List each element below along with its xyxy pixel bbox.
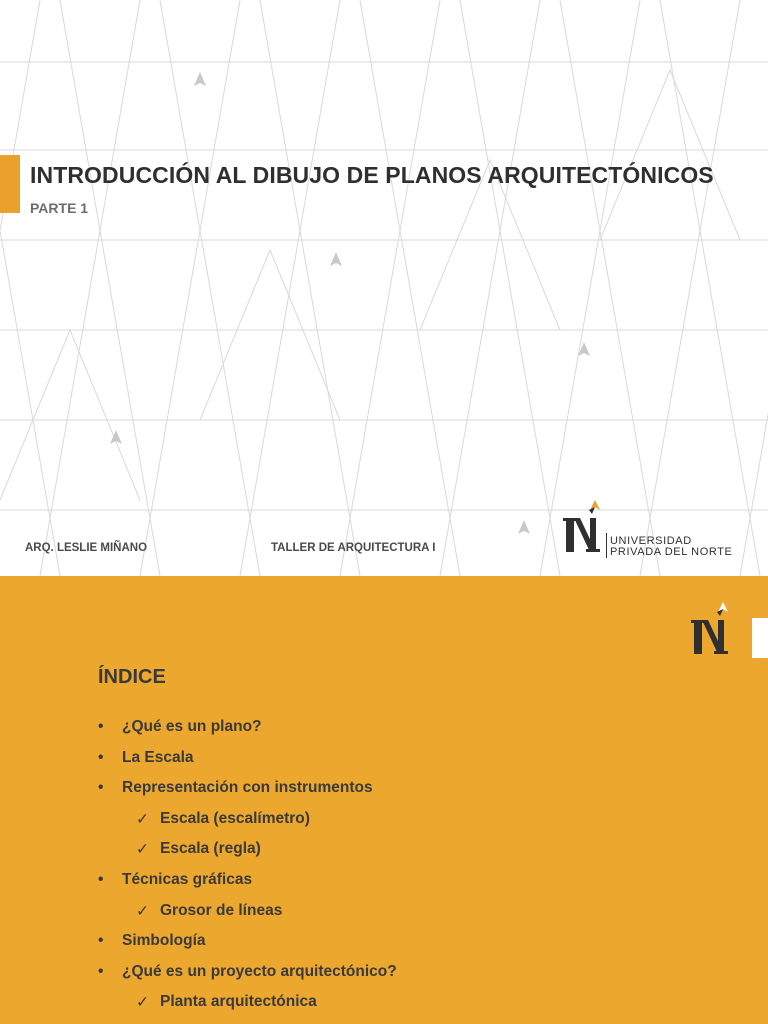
index-subitem-label: Escala (escalímetro) (160, 809, 310, 827)
university-n-logo-icon (690, 600, 732, 660)
index-heading: ÍNDICE (98, 666, 166, 688)
bullet-icon: • (98, 718, 104, 735)
index-item-label: Técnicas gráficas (122, 870, 253, 888)
presentation-subtitle: PARTE 1 (30, 200, 89, 216)
author-name: ARQ. LESLIE MIÑANO (25, 542, 148, 554)
index-subitem-label: Planta arquitectónica (160, 993, 317, 1011)
index-item-label: La Escala (122, 748, 194, 766)
university-logo-icon (562, 498, 604, 558)
checkmark-icon: ✓ (136, 810, 149, 828)
presentation-title: INTRODUCCIÓN AL DIBUJO DE PLANOS ARQUITECTÓNICOS (30, 162, 714, 188)
course-name: TALLER DE ARQUITECTURA I (271, 542, 436, 554)
checkmark-icon: ✓ (136, 902, 149, 920)
bullet-icon: • (98, 932, 104, 950)
index-subitem-label: Escala (regla) (160, 840, 261, 858)
title-accent-bar (0, 155, 20, 213)
index-item-label: Simbología (122, 932, 206, 950)
checkmark-icon: ✓ (136, 994, 149, 1012)
bullet-icon: • (98, 748, 104, 766)
checkmark-icon: ✓ (136, 841, 149, 859)
white-side-tab (752, 618, 768, 658)
logo-text-line-1: UNIVERSIDAD (610, 535, 692, 547)
index-item-label: Representación con instrumentos (122, 779, 373, 797)
index-item-label: ¿Qué es un proyecto arquitectónico? (122, 962, 397, 980)
bullet-icon: • (98, 962, 104, 980)
index-slide (0, 576, 768, 1024)
bullet-icon: • (98, 779, 104, 797)
logo-divider (606, 533, 607, 558)
logo-text-line-2: PRIVADA DEL NORTE (610, 546, 733, 558)
bullet-icon: • (98, 870, 104, 888)
index-subitem-label: Grosor de líneas (160, 901, 283, 919)
index-item-label: ¿Qué es un plano? (122, 718, 262, 735)
